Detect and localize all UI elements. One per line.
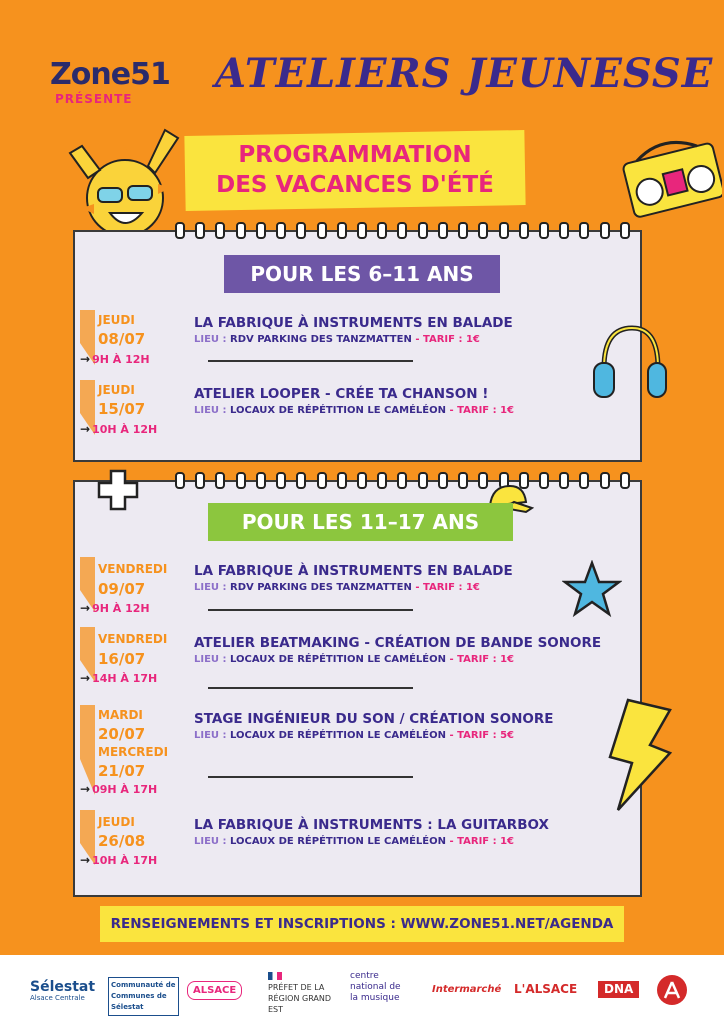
event-time: → 9H À 12H xyxy=(80,352,150,366)
event-details: LIEU : LOCAUX DE RÉPÉTITION LE CAMÉLÉON - TARIF : 1€ xyxy=(194,836,515,847)
divider-line xyxy=(208,609,413,611)
event-details: LIEU : LOCAUX DE RÉPÉTITION LE CAMÉLÉON - TARIF : 1€ xyxy=(194,654,515,665)
event-day: VENDREDI xyxy=(98,632,168,646)
headphones-icon xyxy=(592,318,667,408)
event-details: LIEU : LOCAUX DE RÉPÉTITION LE CAMÉLÉON - TARIF : 1€ xyxy=(194,405,515,416)
prefet-logo: PRÉFET DE LA RÉGION GRAND EST xyxy=(268,972,338,1015)
event-day: JEUDI xyxy=(98,383,135,397)
event-date-2: 21/07 xyxy=(98,762,146,780)
alsace-region-logo: ALSACE xyxy=(187,981,242,1000)
event-day: JEUDI xyxy=(98,313,135,327)
banner-line-2: DES VACANCES D'ÉTÉ xyxy=(216,172,494,198)
event-day-2: MERCREDI xyxy=(98,745,169,759)
footer-bar xyxy=(100,906,624,942)
plus-sticker-icon xyxy=(96,468,140,512)
event-date: 16/07 xyxy=(98,650,146,668)
event-time: → 14H À 17H xyxy=(80,671,158,685)
lalsace-logo: L'ALSACE xyxy=(514,982,578,996)
agenda-link[interactable]: WWW.ZONE51.NET/AGENDA xyxy=(400,916,614,932)
event-date: 26/08 xyxy=(98,832,146,850)
banner-line-1: PROGRAMMATION xyxy=(238,142,472,168)
intermarche-logo: Intermarché xyxy=(432,984,502,995)
dna-logo: DNA xyxy=(598,981,639,998)
event-day: MARDI xyxy=(98,708,143,722)
event-details: LIEU : RDV PARKING DES TANZMATTEN - TARIF : 1€ xyxy=(194,334,480,345)
alsace-heart-icon xyxy=(655,973,689,1007)
event-day: VENDREDI xyxy=(98,562,168,576)
selestat-logo: Sélestat Alsace Centrale xyxy=(30,979,96,1002)
event-title: LA FABRIQUE À INSTRUMENTS EN BALADE xyxy=(194,315,513,331)
event-details: LIEU : LOCAUX DE RÉPÉTITION LE CAMÉLÉON - TARIF : 5€ xyxy=(194,730,515,741)
event-title: LA FABRIQUE À INSTRUMENTS EN BALADE xyxy=(194,563,513,579)
boombox-icon xyxy=(622,128,722,218)
age-header-6-11: POUR LES 6–11 ANS xyxy=(224,255,500,293)
event-time: → 10H À 12H xyxy=(80,422,158,436)
card-rings xyxy=(175,472,630,489)
lightning-icon xyxy=(598,695,678,815)
event-time: → 9H À 12H xyxy=(80,601,150,615)
event-date: 09/07 xyxy=(98,580,146,598)
age-header-11-17: POUR LES 11–17 ANS xyxy=(208,503,513,541)
zone51-logo: Zone51 xyxy=(50,57,170,92)
event-details: LIEU : RDV PARKING DES TANZMATTEN - TARIF : 1€ xyxy=(194,582,480,593)
comcom-logo: Communauté de Communes de Sélestat xyxy=(108,977,179,1016)
card-rings xyxy=(175,222,630,239)
divider-line xyxy=(208,776,413,778)
page-title: ATELIERS JEUNESSE xyxy=(215,50,714,97)
divider-line xyxy=(208,687,413,689)
event-title: ATELIER LOOPER - CRÉE TA CHANSON ! xyxy=(194,386,489,402)
event-time: → 09H À 17H xyxy=(80,782,158,796)
star-icon xyxy=(562,560,622,620)
event-time: → 10H À 17H xyxy=(80,853,158,867)
divider-line xyxy=(208,360,413,362)
event-day: JEUDI xyxy=(98,815,135,829)
presente-label: PRÉSENTE xyxy=(55,92,133,106)
event-title: LA FABRIQUE À INSTRUMENTS : LA GUITARBOX xyxy=(194,817,549,833)
event-date: 08/07 xyxy=(98,330,146,348)
event-date: 20/07 xyxy=(98,725,146,743)
event-title: ATELIER BEATMAKING - CRÉATION DE BANDE SONORE xyxy=(194,635,602,651)
footer-text: RENSEIGNEMENTS ET INSCRIPTIONS : WWW.ZONE51.NET/AGENDA xyxy=(110,916,614,932)
event-title: STAGE INGÉNIEUR DU SON / CRÉATION SONORE xyxy=(194,711,554,727)
cnm-logo: centre national de la musique xyxy=(350,971,401,1003)
partners-strip xyxy=(0,955,724,1024)
event-date: 15/07 xyxy=(98,400,146,418)
